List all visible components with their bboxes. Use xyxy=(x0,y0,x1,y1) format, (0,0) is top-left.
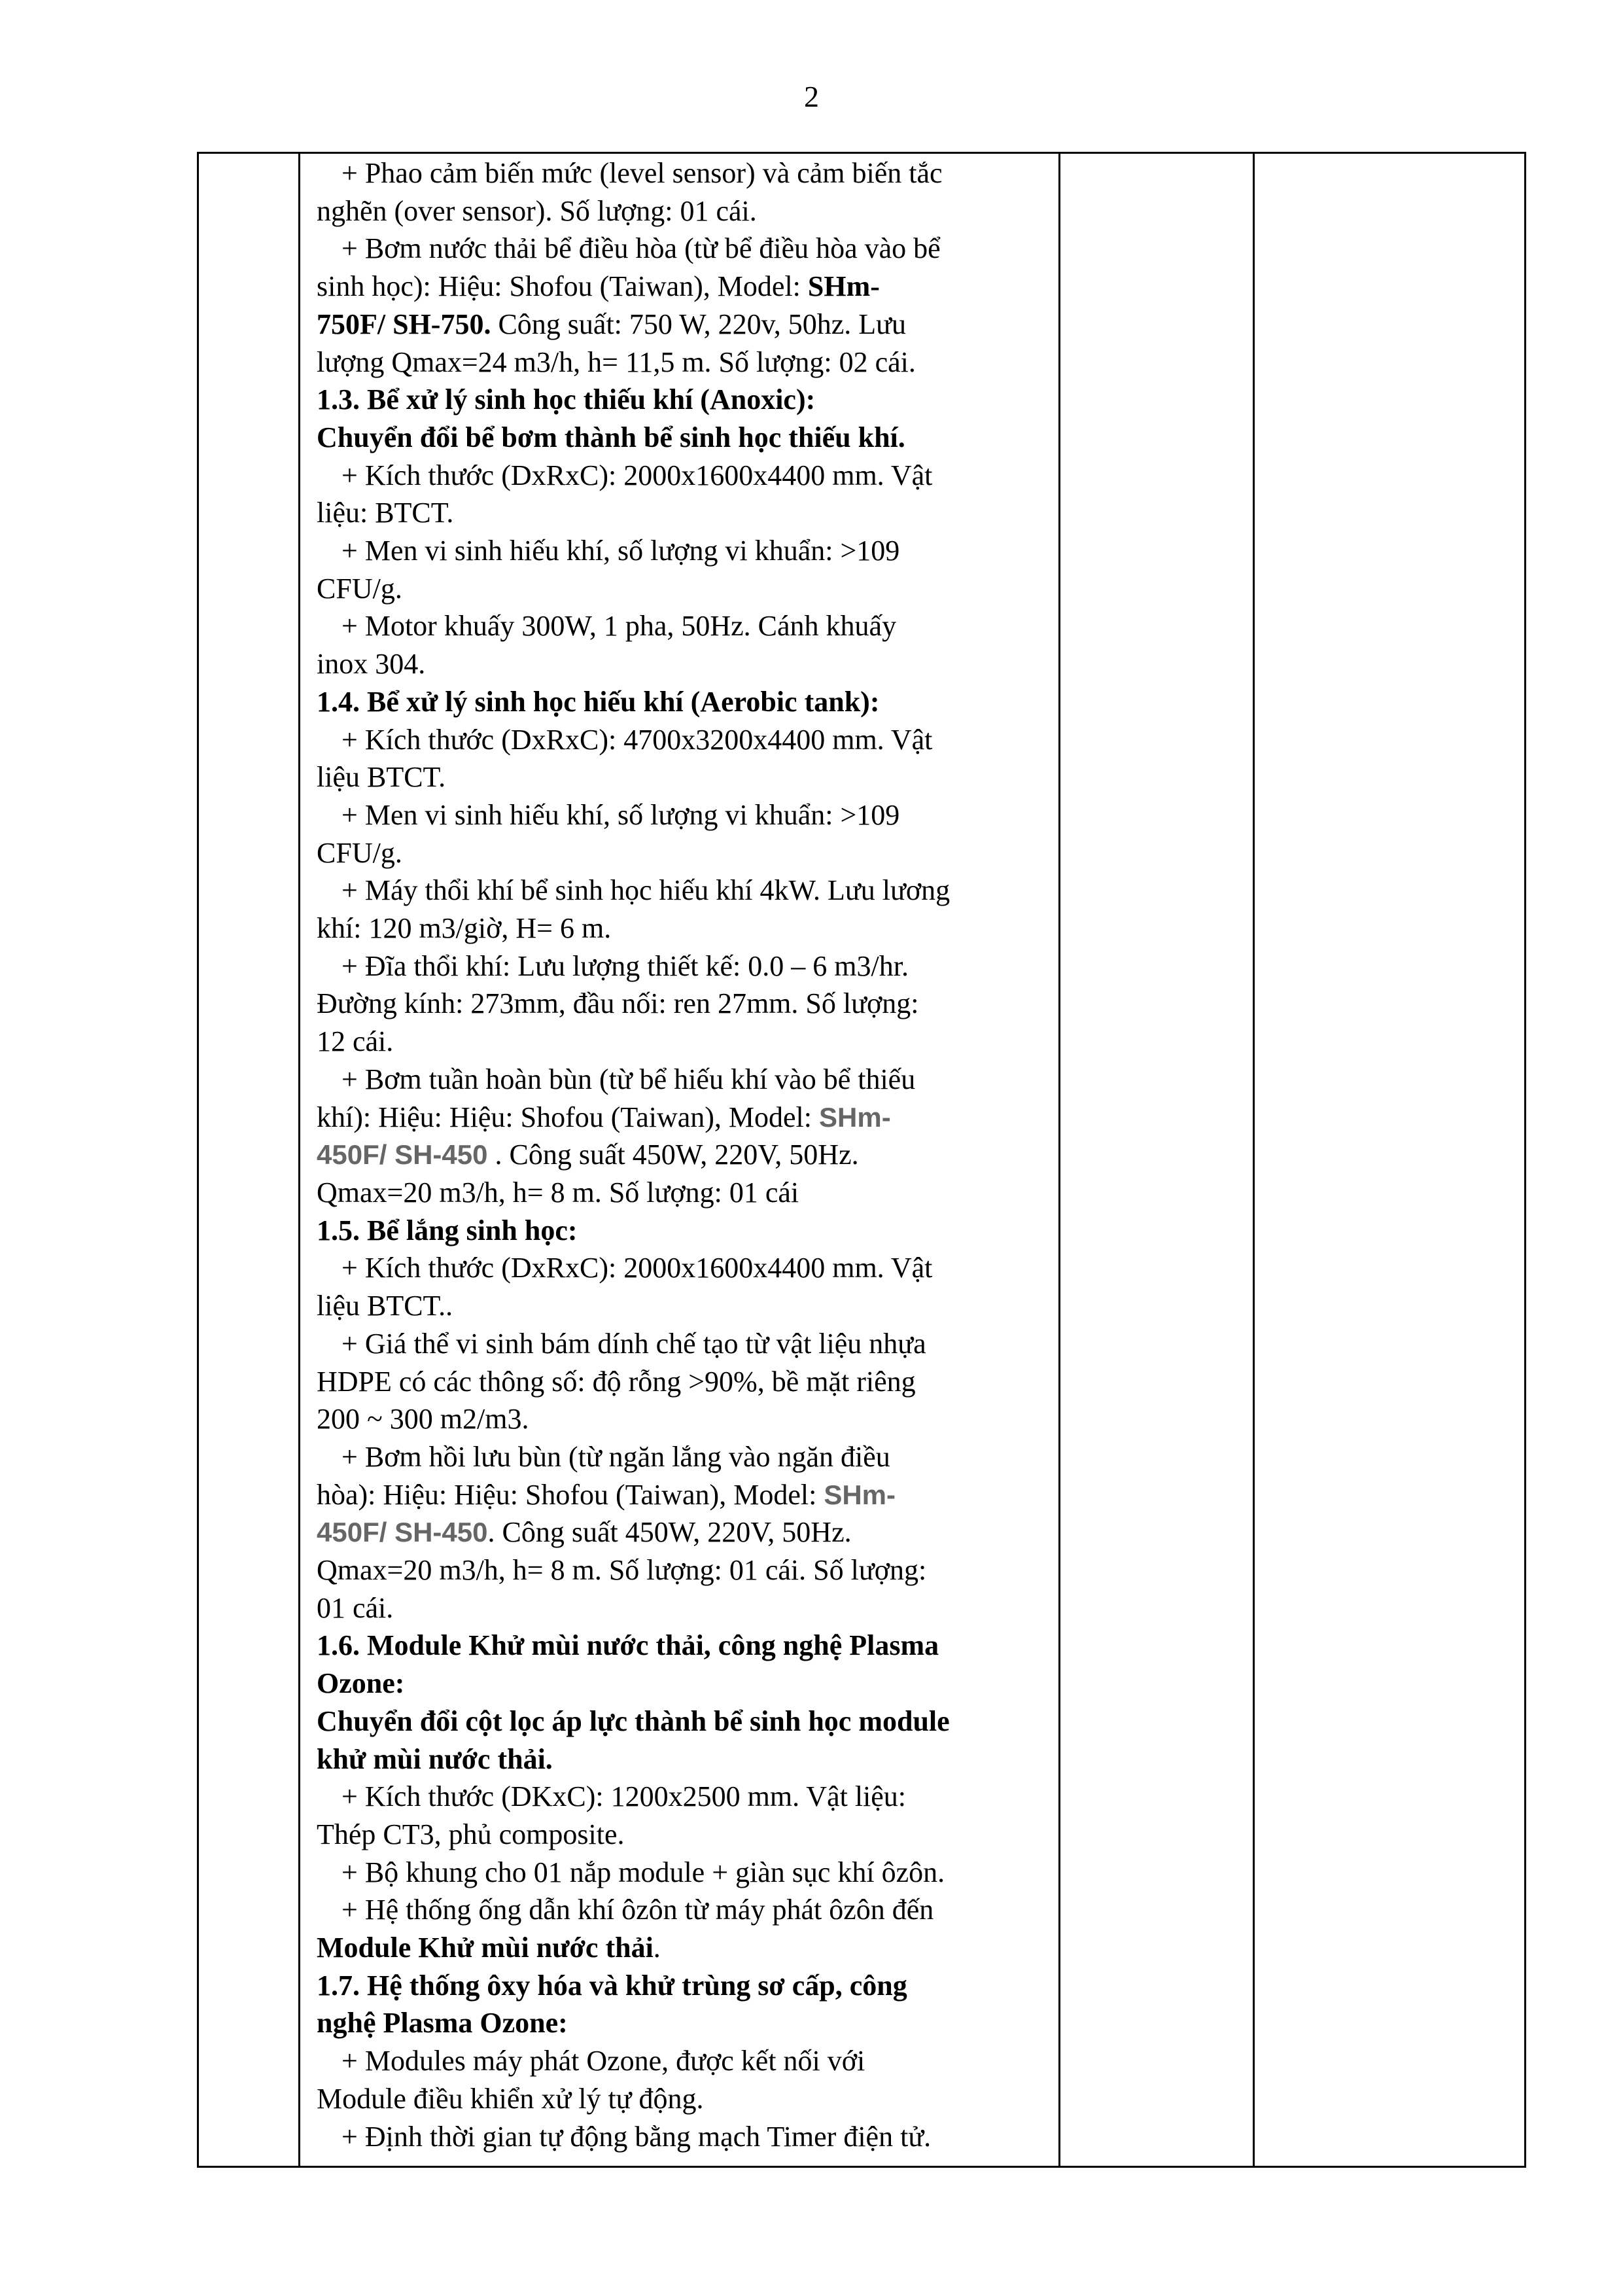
text-line xyxy=(317,985,1057,1023)
text-line xyxy=(317,532,1057,570)
text-line xyxy=(317,419,1057,457)
text-segment: Thép CT3, phủ composite. xyxy=(317,1818,625,1850)
text-line xyxy=(317,2004,1057,2042)
text-line xyxy=(317,758,1057,796)
text-line xyxy=(317,1589,1057,1627)
text-line xyxy=(317,1891,1057,1929)
text-line xyxy=(317,494,1057,532)
text-segment: 01 cái. xyxy=(317,1591,394,1624)
text-line xyxy=(317,381,1057,419)
text-line xyxy=(317,2118,1057,2156)
text-line xyxy=(317,1740,1057,1778)
text-line xyxy=(317,154,1057,192)
text-segment: + Định thời gian tự động bằng mạch Timer điện tử. xyxy=(341,2120,932,2153)
bold-text: SHm- xyxy=(807,270,880,303)
text-segment: hòa): Hiệu: Hiệu: Shofou (Taiwan), Model: xyxy=(317,1478,824,1511)
bold-text: 1.6. Module Khử mùi nước thải, công nghệ Plasma xyxy=(317,1629,939,1662)
text-segment: + Kích thước (DxRxC): 2000x1600x4400 mm. Vật xyxy=(341,459,933,491)
column-divider-1 xyxy=(298,154,300,2166)
column-divider-2 xyxy=(1058,154,1060,2166)
text-segment: inox 304. xyxy=(317,648,426,680)
text-segment: + Men vi sinh hiếu khí, số lượng vi khuẩn: >109 xyxy=(341,798,900,831)
text-line xyxy=(317,306,1057,344)
column-divider-3 xyxy=(1253,154,1255,2166)
text-segment: + Bơm hồi lưu bùn (từ ngăn lắng vào ngăn điều xyxy=(341,1440,890,1473)
text-segment: + Kích thước (DxRxC): 2000x1600x4400 mm. Vật xyxy=(341,1252,933,1284)
text-line xyxy=(317,1438,1057,1476)
text-line xyxy=(317,2080,1057,2118)
text-segment: sinh học): Hiệu: Shofou (Taiwan), Model: xyxy=(317,270,808,303)
text-line xyxy=(317,1136,1057,1174)
model-code: SHm- xyxy=(824,1479,896,1510)
text-line xyxy=(317,570,1057,608)
text-segment: + Đĩa thổi khí: Lưu lượng thiết kế: 0.0 – 6 m3/hr. xyxy=(341,949,909,982)
bold-text: 1.5. Bể lắng sinh học: xyxy=(317,1214,578,1246)
bold-text: 1.7. Hệ thống ôxy hóa và khử trùng sơ cấp, công xyxy=(317,1969,907,2002)
text-line xyxy=(317,1665,1057,1703)
text-segment: Qmax=20 m3/h, h= 8 m. Số lượng: 01 cái. Số lượng: xyxy=(317,1554,927,1587)
text-segment: + Motor khuấy 300W, 1 pha, 50Hz. Cánh khuấy xyxy=(341,610,897,643)
text-segment: + Phao cảm biến mức (level sensor) và cảm biến tắc xyxy=(341,157,943,189)
text-line xyxy=(317,1325,1057,1363)
text-segment: + Hệ thống ống dẫn khí ôzôn từ máy phát ôzôn đến xyxy=(341,1894,934,1926)
text-segment: liệu BTCT. xyxy=(317,761,446,794)
text-segment: Module điều khiển xử lý tự động. xyxy=(317,2082,704,2115)
text-line xyxy=(317,1363,1057,1401)
text-segment: + Giá thể vi sinh bám dính chế tạo từ vật liệu nhựa xyxy=(341,1327,926,1360)
text-line xyxy=(317,1099,1057,1137)
text-line xyxy=(317,1854,1057,1892)
text-segment: khí): Hiệu: Hiệu: Shofou (Taiwan), Model: xyxy=(317,1101,820,1133)
text-segment: Công suất: 750 W, 220v, 50hz. Lưu xyxy=(491,308,906,340)
text-line xyxy=(317,1249,1057,1287)
text-line xyxy=(317,645,1057,683)
text-segment: + Kích thước (DxRxC): 4700x3200x4400 mm. Vật xyxy=(341,723,933,756)
text-segment: + Bộ khung cho 01 nắp module + giàn sục khí ôzôn. xyxy=(341,1856,945,1888)
text-line xyxy=(317,1627,1057,1665)
text-segment: Đường kính: 273mm, đầu nối: ren 27mm. Số lượng: xyxy=(317,987,919,1020)
text-line xyxy=(317,1967,1057,2005)
text-segment: . xyxy=(653,1932,661,1964)
text-line xyxy=(317,1174,1057,1212)
text-line xyxy=(317,457,1057,495)
model-code: 450F/ SH-450 xyxy=(317,1139,488,1171)
model-code: 450F/ SH-450 xyxy=(317,1517,488,1548)
bold-text: 1.4. Bể xử lý sinh học hiếu khí (Aerobic tank): xyxy=(317,685,880,718)
text-line xyxy=(317,721,1057,759)
text-segment: . Công suất 450W, 220V, 50Hz. xyxy=(487,1139,859,1171)
text-line xyxy=(317,1778,1057,1816)
text-line xyxy=(317,796,1057,834)
text-line xyxy=(317,230,1057,268)
text-segment: CFU/g. xyxy=(317,836,402,869)
page-number: 2 xyxy=(804,80,819,113)
bold-text: khử mùi nước thải. xyxy=(317,1742,553,1775)
text-segment: + Modules máy phát Ozone, được kết nối với xyxy=(341,2045,865,2077)
text-line xyxy=(317,1551,1057,1589)
text-line xyxy=(317,834,1057,872)
text-line xyxy=(317,344,1057,381)
text-line xyxy=(317,268,1057,306)
bold-text: Module Khử mùi nước thải xyxy=(317,1932,654,1964)
text-segment: lượng Qmax=24 m3/h, h= 11,5 m. Số lượng: 02 cái. xyxy=(317,345,916,378)
bold-text: Ozone: xyxy=(317,1667,405,1700)
text-line xyxy=(317,1023,1057,1061)
bold-text: 1.3. Bể xử lý sinh học thiếu khí (Anoxic): xyxy=(317,383,816,416)
text-line xyxy=(317,1816,1057,1854)
text-segment: nghẽn (over sensor). Số lượng: 01 cái. xyxy=(317,194,757,227)
text-segment: + Bơm nước thải bể điều hòa (từ bể điều hòa vào bể xyxy=(341,232,941,265)
text-line xyxy=(317,872,1057,910)
text-line xyxy=(317,1476,1057,1514)
model-code: SHm- xyxy=(819,1101,891,1133)
text-line xyxy=(317,1513,1057,1551)
bold-text: Chuyển đổi cột lọc áp lực thành bể sinh học module xyxy=(317,1704,950,1737)
text-segment: + Máy thổi khí bể sinh học hiếu khí 4kW. Lưu lương xyxy=(341,874,951,907)
text-segment: + Men vi sinh hiếu khí, số lượng vi khuẩn: >109 xyxy=(341,535,900,567)
text-segment: + Kích thước (DKxC): 1200x2500 mm. Vật liệu: xyxy=(341,1780,907,1813)
text-segment: 12 cái. xyxy=(317,1025,394,1058)
bold-text: Chuyển đổi bể bơm thành bể sinh học thiếu khí. xyxy=(317,421,905,453)
text-segment: khí: 120 m3/giờ, H= 6 m. xyxy=(317,912,612,945)
text-segment: + Bơm tuần hoàn bùn (từ bể hiếu khí vào bể thiếu xyxy=(341,1063,916,1095)
text-line xyxy=(317,1703,1057,1740)
text-segment: liệu BTCT.. xyxy=(317,1290,453,1322)
bold-text: 750F/ SH-750. xyxy=(317,308,491,340)
text-line xyxy=(317,1212,1057,1250)
description-cell xyxy=(317,152,1057,2155)
text-segment: . Công suất 450W, 220V, 50Hz. xyxy=(487,1516,852,1549)
text-line xyxy=(317,192,1057,230)
text-segment: CFU/g. xyxy=(317,572,402,605)
text-line xyxy=(317,1287,1057,1325)
text-line xyxy=(317,1929,1057,1967)
text-line xyxy=(317,910,1057,947)
text-line xyxy=(317,1061,1057,1099)
text-segment: 200 ~ 300 m2/m3. xyxy=(317,1403,529,1436)
text-segment: HDPE có các thông số: độ rỗng >90%, bề mặt riêng xyxy=(317,1365,916,1398)
text-segment: Qmax=20 m3/h, h= 8 m. Số lượng: 01 cái xyxy=(317,1176,799,1209)
text-line xyxy=(317,607,1057,645)
bold-text: nghệ Plasma Ozone: xyxy=(317,2007,568,2040)
text-segment: liệu: BTCT. xyxy=(317,497,454,529)
text-line xyxy=(317,1400,1057,1438)
text-line xyxy=(317,2042,1057,2080)
text-line xyxy=(317,947,1057,985)
text-line xyxy=(317,683,1057,721)
